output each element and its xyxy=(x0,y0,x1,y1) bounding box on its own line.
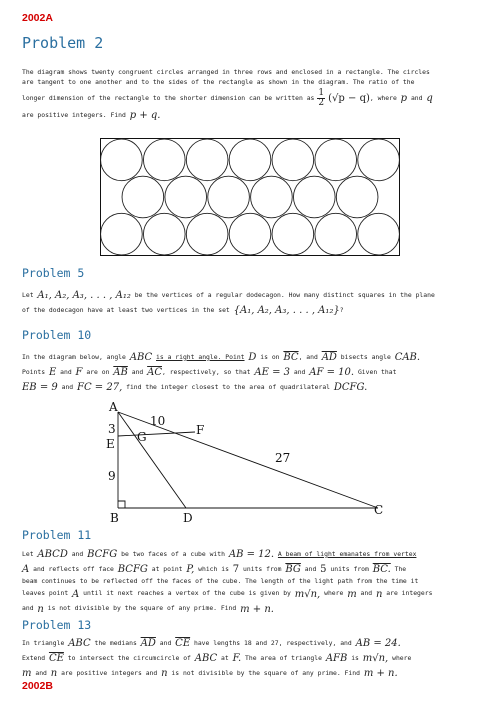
p11-t: where xyxy=(324,589,344,598)
p13-t: the medians xyxy=(94,638,137,647)
p11-t: which is xyxy=(198,564,229,573)
label-d: D xyxy=(183,511,193,525)
p11-t: and xyxy=(360,589,373,598)
p10-t: find the integer closest to the area of quadrilateral xyxy=(126,382,331,391)
p5-line-1: be the vertices of a regular dodecagon. How many distinct squares in the plane xyxy=(134,290,435,299)
p5-vertices: A₁, A₂, A₃, . . . , A₁₂ xyxy=(37,290,131,301)
p10-t: Points xyxy=(22,367,46,376)
p2-and: and xyxy=(410,93,423,102)
p10-t: In the diagram below, angle xyxy=(22,352,126,361)
label-c: C xyxy=(374,503,384,517)
enclosing-rectangle xyxy=(101,139,400,256)
p11-t: is not divisible by the square of any prime. Find xyxy=(47,604,237,613)
circle xyxy=(101,139,143,181)
problem-13-text xyxy=(22,636,478,681)
p11-m: n xyxy=(375,588,383,600)
p10-m: E xyxy=(48,367,57,378)
p13-t: have lengths 18 and 27, respectively, and xyxy=(193,638,352,647)
p10-m: CAB. xyxy=(394,352,421,363)
circle xyxy=(186,213,228,255)
p11-t: and xyxy=(71,549,84,558)
p10-t: are on xyxy=(86,367,110,376)
p11-t: and xyxy=(304,564,317,573)
circle xyxy=(315,139,357,181)
p11-t: until it next reaches a vertex of the cube is given by xyxy=(83,589,291,598)
p2-line-3-text: longer dimension of the rectangle to the shorter dimension can be written as xyxy=(22,93,315,102)
length-ae: 3 xyxy=(108,422,116,436)
length-af: 10 xyxy=(150,414,166,428)
p11-t: at point xyxy=(151,564,183,573)
circle xyxy=(101,213,143,255)
circle xyxy=(143,139,185,181)
p11-t: units from xyxy=(243,564,282,573)
circles-in-rectangle-diagram xyxy=(100,138,400,256)
circle xyxy=(315,213,357,255)
label-e: E xyxy=(106,437,115,451)
p2-line-4-text: are positive integers. Find xyxy=(22,110,126,119)
p10-t: is on xyxy=(260,352,280,361)
p10-m: $\overline{AB}$ xyxy=(113,367,128,378)
p11-t: Let xyxy=(22,549,34,558)
p13-m: m xyxy=(22,668,32,679)
problem-2-text xyxy=(22,68,478,123)
p11-m: BCFG xyxy=(87,549,118,560)
p10-t: , and xyxy=(298,352,318,361)
circle xyxy=(186,139,228,181)
p13-t: to intersect the circumcircle of xyxy=(67,653,191,662)
circle xyxy=(336,176,378,218)
fraction-denominator: 2 xyxy=(318,98,325,109)
var-q: q xyxy=(426,93,433,105)
p5-question: ? xyxy=(339,305,344,314)
p13-t: where xyxy=(392,653,412,662)
p10-t: is a right angle. Point xyxy=(156,352,245,361)
p10-m: $\overline{AD}$ xyxy=(321,352,337,363)
p10-m: AF = 10. xyxy=(309,367,355,378)
p11-t: The xyxy=(394,564,407,573)
p11-m: P, xyxy=(186,564,195,575)
problem-11-title: Problem 11 xyxy=(22,528,92,542)
p10-m: F xyxy=(75,367,83,378)
p10-t: and xyxy=(61,382,74,391)
p11-m: BCFG xyxy=(117,564,148,575)
p13-t: In triangle xyxy=(22,638,65,647)
p10-t: , respectively, so that xyxy=(162,367,251,376)
p11-m: 7 xyxy=(232,564,240,575)
p13-m: $\overline{CE}$ xyxy=(48,653,64,664)
fraction-numerator: 1 xyxy=(318,88,325,99)
p10-m: FC = 27, xyxy=(77,382,123,393)
p13-m: AB = 24. xyxy=(355,638,401,649)
p13-m: $\overline{AD}$ xyxy=(140,638,156,649)
p10-t: Given that xyxy=(357,367,397,376)
p11-t: and xyxy=(22,604,34,613)
p11-t: are integers xyxy=(386,589,433,598)
p11-m: m√n, xyxy=(294,588,321,600)
p13-m: n xyxy=(50,668,58,679)
p11-t: and reflects off face xyxy=(33,564,114,573)
p5-line-2: of the dodecagon have at least two vertices in the set xyxy=(22,305,230,314)
p11-line-3: beam continues to be reflected off the faces of the cube. The length of the light path from the time it xyxy=(22,577,419,585)
circle xyxy=(358,213,400,255)
p11-t: be two faces of a cube with xyxy=(121,549,225,558)
circle xyxy=(358,139,400,181)
p13-t: and xyxy=(35,668,47,677)
problem-5-text xyxy=(22,288,478,318)
p10-m: D xyxy=(248,352,257,363)
problem-11-text xyxy=(22,547,478,617)
p13-t: is not divisible by the square of any prime. Find xyxy=(171,668,360,677)
p13-m: F. xyxy=(232,653,242,664)
p10-t: and xyxy=(131,367,144,376)
label-g: G xyxy=(137,430,147,444)
circle xyxy=(251,176,293,218)
p2-line-2: are tangent to one another and to the sides of the rectangle as shown in the diagram. The ratio of the xyxy=(22,77,415,86)
p10-t: and xyxy=(60,367,72,376)
label-f: F xyxy=(196,423,205,437)
p13-m: m√n, xyxy=(362,653,389,664)
p13-t: at xyxy=(221,653,229,662)
p13-m: n xyxy=(161,668,168,679)
label-b: B xyxy=(110,511,119,525)
p11-t: leaves point xyxy=(22,589,69,598)
section-tag-2002b: 2002B xyxy=(22,680,53,692)
segment-ef xyxy=(118,432,195,436)
circle xyxy=(293,176,335,218)
fraction-one-half xyxy=(317,89,325,108)
section-tag-2002a: 2002A xyxy=(22,12,53,24)
p13-t: Extend xyxy=(22,653,46,662)
circle xyxy=(143,213,185,255)
problem-10-title: Problem 10 xyxy=(22,328,92,342)
p13-m: ABC xyxy=(68,638,91,649)
p2-where: , where xyxy=(369,93,397,102)
label-a: A xyxy=(109,400,118,414)
triangle-diagram xyxy=(100,398,400,526)
p11-m: ABCD xyxy=(37,549,68,560)
p10-m: DCFG. xyxy=(333,382,368,393)
length-eb: 9 xyxy=(108,469,116,483)
p2-line-1: The diagram shows twenty congruent circles arranged in three rows and enclosed in a rectangle. The circles xyxy=(22,68,430,76)
problem-10-text xyxy=(22,350,478,395)
p13-t: are positive integers and xyxy=(61,668,158,677)
p11-m: A xyxy=(72,588,80,600)
p10-t: bisects angle xyxy=(340,352,391,361)
circle xyxy=(272,213,314,255)
circle xyxy=(208,176,250,218)
p13-m: m + n. xyxy=(363,668,398,679)
p5-let: Let xyxy=(22,290,34,299)
circle xyxy=(165,176,207,218)
p13-m: ABC xyxy=(194,653,218,664)
circle-rows xyxy=(101,139,400,255)
circle xyxy=(229,213,271,255)
p2-find-expression: p + q. xyxy=(129,110,161,122)
p13-t: and xyxy=(159,638,172,647)
var-p: p xyxy=(400,93,408,105)
problem-13-title: Problem 13 xyxy=(22,618,92,632)
p11-m: m xyxy=(347,588,357,600)
circle xyxy=(122,176,164,218)
problem-2-title: Problem 2 xyxy=(22,34,104,52)
p11-m: $\overline{BG}$ xyxy=(285,564,301,575)
p13-m: $\overline{CE}$ xyxy=(175,638,191,649)
p11-m: BC. xyxy=(372,564,391,575)
length-fc: 27 xyxy=(275,451,291,465)
p10-m: $\overline{AC}$ xyxy=(147,367,163,378)
p13-t: is xyxy=(351,653,359,662)
p13-t: The area of triangle xyxy=(245,653,322,662)
p2-formula: (√p − q) xyxy=(328,93,370,105)
p10-t: and xyxy=(293,367,306,376)
p10-m: AE = 3 xyxy=(254,367,290,378)
p11-m: n xyxy=(37,603,44,615)
circle xyxy=(272,139,314,181)
circle xyxy=(229,139,271,181)
p10-m: $\overline{BC}$ xyxy=(283,352,299,363)
p11-t: units from xyxy=(330,564,369,573)
p11-m: 5 xyxy=(320,564,327,575)
p11-m: A xyxy=(22,564,30,575)
p10-m: ABC xyxy=(129,352,153,363)
p11-t: A beam of light emanates from vertex xyxy=(277,549,417,558)
p13-m: AFB xyxy=(325,653,348,664)
right-angle-mark xyxy=(118,501,125,508)
p11-m: AB = 12. xyxy=(228,549,275,560)
p10-m: EB = 9 xyxy=(22,382,58,393)
p11-m: m + n. xyxy=(240,603,274,615)
p5-set: {A₁, A₂, A₃, . . . , A₁₂} xyxy=(233,305,340,316)
problem-5-title: Problem 5 xyxy=(22,266,85,280)
